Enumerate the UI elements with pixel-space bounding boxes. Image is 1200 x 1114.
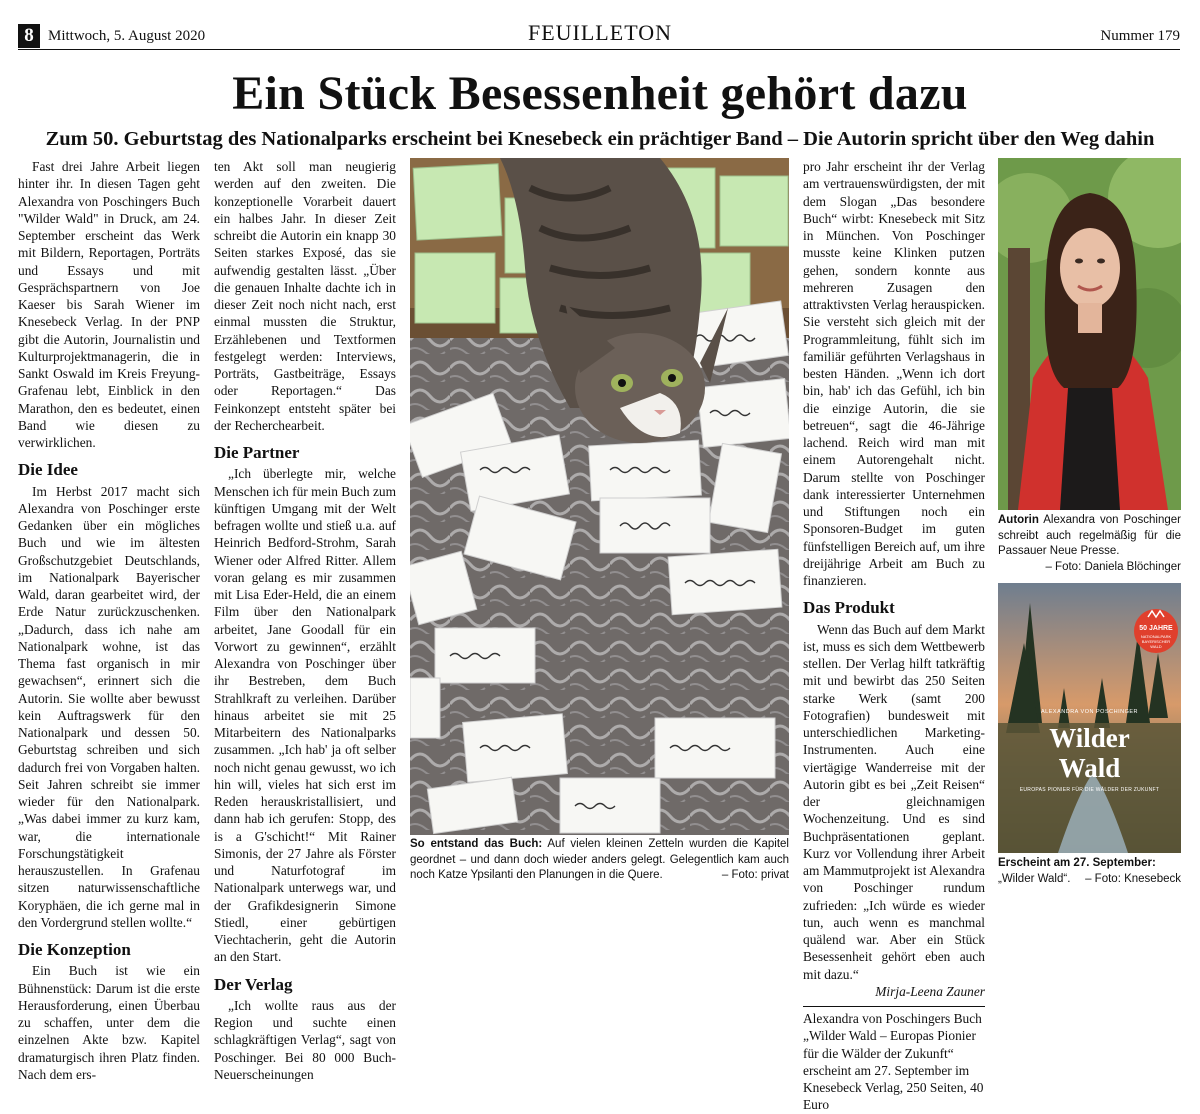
paragraph: Wenn das Buch auf dem Markt ist, muss es sich dem Wettbewerb stellen. Der Verlag hilft tatkräftig mit und bewirbt das 250 Seiten starke Werk (samt 200 Fotografien) bundesweit mit unterschiedlichen Marketing-Instrumenten. Auch eine viertägige Wanderreise mit der Autorin gibt es bei „Zeit Reisen“ der gleichnamigen Wochenzeitung. Und es sind Buchpräsentationen geplant. Kurz vor Vollendung ihrer Arbeit am Mammutprojekt ist Alexandra von Poschinger rundum zufrieden: „Ich würde es wieder tun, auch wenn es manchmal quälend war. Aber ein Stück Besessenheit gehört eben auch mit dazu.“ (803, 621, 985, 982)
photo-caption (410, 837, 789, 884)
caption-lead: Erscheint am 27. September: (998, 857, 1156, 869)
article-column-3 (803, 158, 985, 1114)
paragraph: ten Akt soll man neugierig werden auf den zweiten. Die konzeptionelle Vorarbeit dauert ein halbes Jahr. In dieser Zeit schreibt die Autorin ein knapp 30 Seiten starkes Exposé, das sie aufwendig gestalten lässt. „Über die genauen Inhalte dachte ich in dieser Zeit noch nicht nach, erst einmal mussten die Struktur, Erzählebenen und Textformen festgelegt werden: Interviews, Porträts, Gastbeiträge, Essays oder Reportagen.“ Das Feinkonzept entsteht später bei der Recherchearbeit. (214, 159, 396, 433)
section-heading: Der Verlag (214, 974, 293, 994)
author-byline: Mirja-Leena Zauner (875, 983, 985, 999)
photo-credit: – Foto: Daniela Blöchinger (1045, 560, 1181, 573)
paragraph: pro Jahr erscheint ihr der Verlag am vertrauenswürdigsten, der mit dem Slogan „Das besondere Buch“ wirbt: Knesebeck mit Sitz in München. Von Poschinger musste keine Klinken putzen gehen, sondern konnte aus mehreren Zusagen den attraktivsten Verlag herauspicken. Sie versteht sich gleich mit der Programmleitung, fühlt sich im familiär geführten Verlagshaus in besten Händen. „Wenn ich dort bin, hab' ich das Gefühl, ich bin die einzige Autorin, die sie betreuen“, sagt die 46-Jährige lachend. Reich wird man mit einem Autorengehalt nicht. Darum stellte von Poschinger dank interessierter Unternehmen und Stiftungen noch ein Sponsoren-Budget im guten fünfstelligen Bereich auf, um ihre dreijährige Arbeit am Buch zu finanzieren. (803, 159, 985, 588)
cover-author: ALEXANDRA VON POSCHINGER (1041, 709, 1138, 715)
photo-credit: – Foto: privat (721, 869, 789, 881)
photo-illustration (410, 158, 789, 835)
section-heading: Die Partner (214, 443, 300, 462)
cat-on-notes-photo (410, 158, 789, 835)
caption-text: Auf vielen kleinen Zetteln wurden die Kapitel geordnet – und dann doch wieder anders gelegt. Gelegentlich kam auch noch Katze Ypsilanti den Planungen in die Quere. (410, 838, 789, 881)
photo-credit: – Foto: Knesebeck (1085, 872, 1181, 885)
book-cover-illustration (998, 583, 1181, 853)
header-rule (18, 49, 1180, 50)
badge-sublabel: NATIONALPARK BAYERISCHER WALD (1140, 634, 1172, 649)
paragraph: Ein Buch ist wie ein Bühnenstück: Darum ist die erste Herausforderung, einen Überbau zu schaffen, unter dem die einzelnen Akte bzw. Kapitel dramaturgisch ihren Platz finden. Nach dem ers- (18, 963, 200, 1082)
portrait-caption (998, 513, 1181, 575)
paragraph: „Ich überlegte mir, welche Menschen ich für mein Buch zum künftigen Umgang mit der Welt befragen wollte und stieß u.a. auf Heinrich Bedford-Strohm, Sarah Wiener oder Alfred Ritter. Allem voran gelang es mir zusammen mit Lisa Eder-Held, die an einem Film über den Nationalpark arbeitet, Jane Goodall für ein Vorwort zu gewinnen“, erzählt Alexandra von Poschinger über ihr Bestreben, dem Buch Strahlkraft zu verleihen. Darüber hinaus arbeitet sie mit 25 Mitarbeitern des Nationalparks zusammen. „Ich hab' ja oft selber noch nicht genau gewusst, wo ich hin will, vieles hat sich erst im Reden herauskristallisiert, und dann hab ich gerufen: Stopp, des is a G'schicht!“ Mit Rainer Simonis, der 27 Jahre als Förster und Naturfotograf im Nationalpark unterwegs war, und der Grafikdesignerin Simone Stiedl, einer gebürtigen Viechtacherin, geht die Autorin an den Start. (214, 466, 396, 965)
section-heading: Das Produkt (803, 598, 895, 618)
paragraph: „Ich wollte raus aus der Region und suchte einen schlagkräftigen Verlag“, sagt von Poschinger. Bei 80 000 Buch-Neuerscheinungen (214, 997, 396, 1082)
book-caption (998, 856, 1181, 887)
info-rule (803, 1006, 985, 1007)
book-cover (998, 583, 1181, 853)
badge-label: 50 JAHRE (1139, 625, 1173, 632)
cover-title-line-2: Wald (1058, 753, 1121, 783)
paragraph: Fast drei Jahre Arbeit liegen hinter ihr. In diesen Tagen geht Alexandra von Poschingers Buch "Wilder Wald" in Druck, am 24. September erscheint das Werk mit Bildern, Reportagen, Porträts und Essays und mit Gesprächspartnern von Joe Kaeser bis Sarah Wiener im Knesebeck Verlag. In der PNP gibt die Autorin, Journalistin und Kulturprojektmanagerin, die in Sankt Oswald im Kreis Freyung-Grafenau lebt, Einblick in den Marathon, den es bedeutet, einen Band wie diesen zu verwirklichen. (18, 159, 200, 450)
issue-number: Nummer 179 (1100, 28, 1180, 44)
book-info: Alexandra von Poschingers Buch „Wilder Wald – Europas Pionier für die Wälder der Zukunft“ erscheint am 27. September im Knesebeck Verlag, 250 Seiten, 40 Euro (803, 1011, 984, 1113)
issue-date: Mittwoch, 5. August 2020 (48, 28, 206, 44)
cover-subtitle: EUROPAS PIONIER FÜR DIE WÄLDER DER ZUKUNFT (1019, 787, 1160, 793)
caption-lead: Autorin (998, 514, 1039, 526)
section-title: FEUILLETON (527, 20, 673, 45)
author-portrait-photo (998, 158, 1181, 510)
caption-lead: So entstand das Buch: (410, 838, 543, 850)
portrait-illustration (998, 158, 1181, 510)
article-column-1 (18, 158, 200, 1083)
caption-text: „Wilder Wald“. (998, 872, 1071, 885)
caption-text: Alexandra von Poschinger schreibt auch regelmäßig für die Passauer Neue Presse. (998, 514, 1181, 557)
article-column-2 (214, 158, 396, 1083)
article-subheadline: Zum 50. Geburtstag des Nationalparks erscheint bei Knesebeck ein prächtiger Band – Die Autorin spricht über den Weg dahin (45, 128, 1155, 150)
cover-title-line-1: Wilder (1049, 723, 1130, 753)
section-heading: Die Konzeption (18, 940, 131, 959)
page-number: 8 (18, 24, 40, 48)
section-heading: Die Idee (18, 460, 78, 480)
article-headline: Ein Stück Besessenheit gehört dazu (232, 67, 968, 120)
paragraph: Im Herbst 2017 macht sich Alexandra von Poschinger erste Gedanken über ein mögliches Buch und wie im ältesten Großschutzgebiet Deutschlands, im Nationalpark Bayerischer Wald, daran gearbeitet wird, der Erde Natur zurückzuschenken. „Dadurch, dass ich nahe am Nationalpark wohne, ist das Thema fast organisch in mir gewachsen“, erinnert sich die Autorin. Sie wollte aber bewusst kein Auftragswerk für den Nationalpark und dessen 50. Geburtstag schreiben und sich dadurch frei von Vorgaben halten. Seit Jahren schreibt sie immer wieder für den Nationalpark. „Was dabei immer zu kurz kam, war, die internationale Forschungstätigkeit herauszustellen. In Grafenau sitzen naturwissenschaftliche Koryphäen, die ich gerne mal in den Vordergrund stellen wollte.“ (18, 483, 200, 930)
